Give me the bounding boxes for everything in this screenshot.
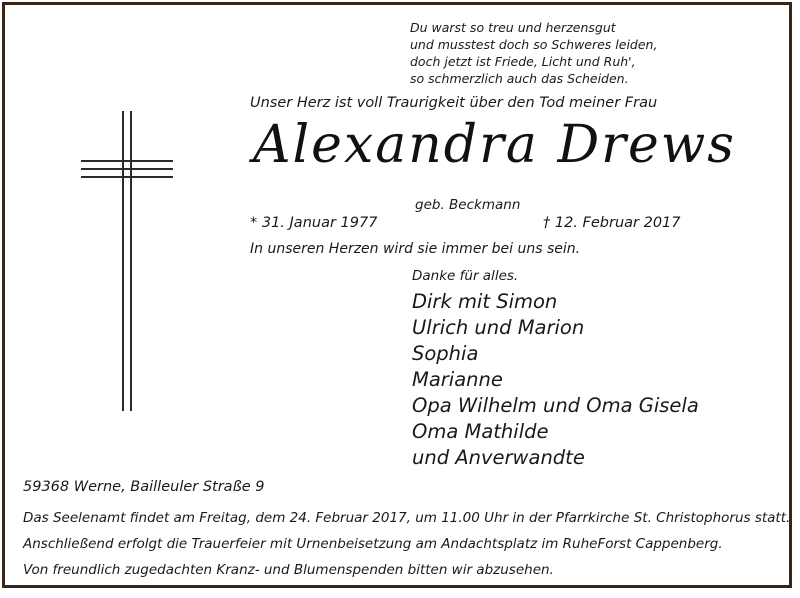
motto-text: In unseren Herzen wird sie immer bei uns sein.: [250, 241, 581, 257]
mourner-entry: und Anverwandte: [412, 446, 585, 469]
intro-text: Unser Herz ist voll Traurigkeit über den Tod meiner Frau: [250, 95, 658, 111]
mourner-entry: Dirk mit Simon: [412, 290, 558, 313]
mourner-entry: Marianne: [412, 368, 503, 391]
mourner-entry: Oma Mathilde: [412, 420, 549, 443]
death-date: † 12. Februar 2017: [543, 215, 681, 231]
mourners-list: [412, 289, 699, 471]
poem-line: doch jetzt ist Friede, Licht und Ruh',: [410, 54, 636, 69]
poem-line: Du warst so treu und herzensgut: [410, 20, 616, 35]
birth-date: * 31. Januar 1977: [250, 215, 378, 231]
maiden-name: geb. Beckmann: [415, 197, 521, 213]
detail-line: Anschließend erfolgt die Trauerfeier mit Urnenbeisetzung am Andachtsplatz im RuheForst Cappenberg.: [23, 536, 723, 552]
thanks-text: Danke für alles.: [412, 268, 519, 284]
deceased-name: Alexandra Drews: [253, 115, 736, 175]
cross-icon: [81, 111, 173, 411]
poem-line: und musstest doch so Schweres leiden,: [410, 37, 658, 52]
poem-line: so schmerzlich auch das Scheiden.: [410, 71, 629, 86]
mourner-entry: Ulrich und Marion: [412, 316, 585, 339]
mourner-entry: Opa Wilhelm und Oma Gisela: [412, 394, 699, 417]
service-details: [23, 505, 790, 583]
address: 59368 Werne, Bailleuler Straße 9: [23, 479, 265, 495]
obituary-notice: [2, 2, 792, 588]
detail-line: Von freundlich zugedachten Kranz- und Blumenspenden bitten wir abzusehen.: [23, 562, 554, 578]
poem: [410, 19, 657, 87]
mourner-entry: Sophia: [412, 342, 479, 365]
detail-line: Das Seelenamt findet am Freitag, dem 24. Februar 2017, um 11.00 Uhr in der Pfarrkirche St. Christophorus statt.: [23, 510, 791, 526]
